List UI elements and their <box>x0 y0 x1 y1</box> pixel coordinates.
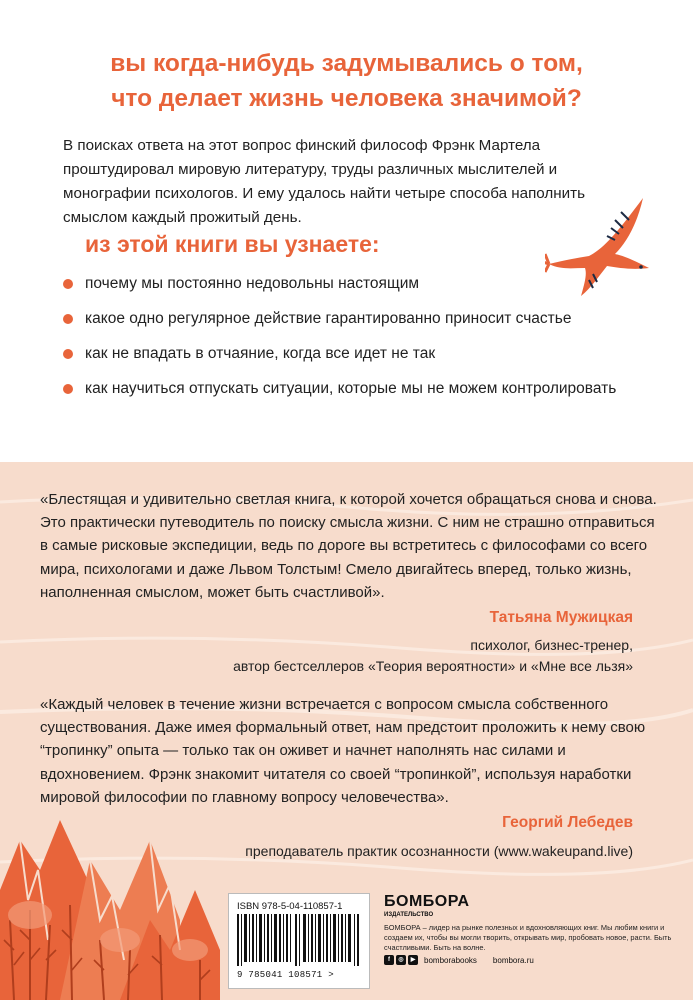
list-item <box>63 307 623 330</box>
list-item-text: как не впадать в отчаяние, когда все идет не так <box>85 345 436 362</box>
social-handle: bomborabooks <box>424 955 477 965</box>
quote-1-author: Татьяна Мужицкая <box>489 609 633 626</box>
quote-1-role <box>233 635 633 677</box>
bullet-dot-icon <box>63 384 73 394</box>
bullet-dot-icon <box>63 279 73 289</box>
list-item-text: почему мы постоянно недовольны настоящим <box>85 275 420 292</box>
learn-list <box>63 272 623 400</box>
social-icon-1: f <box>384 955 394 965</box>
publisher-site: bombora.ru <box>492 955 534 965</box>
headline-line-1: вы когда-нибудь задумывались о том, <box>110 50 583 77</box>
quote-1-role-line-2: автор бестселлеров «Теория вероятности» и «Мне все льзя» <box>233 658 633 674</box>
bullet-dot-icon <box>63 314 73 324</box>
publisher-socials <box>384 955 534 965</box>
headline-line-2: что делает жизнь человека значимой? <box>111 85 582 112</box>
quote-1-role-line-1: психолог, бизнес-тренер, <box>470 637 633 653</box>
social-icon-3: ▶ <box>408 955 418 965</box>
learn-title: из этой книги вы узнаете: <box>85 231 380 257</box>
quote-2-role-line-1: преподаватель практик осознанности (www.wakeupand.live) <box>245 843 633 859</box>
list-item-text: как научиться отпускать ситуации, которые мы не можем контролировать <box>85 380 617 397</box>
headline <box>0 46 693 116</box>
barcode-icon <box>237 914 361 966</box>
publisher-logo: БОМБОРА <box>384 893 470 910</box>
list-item <box>63 377 623 400</box>
intro-paragraph: В поисках ответа на этот вопрос финский философ Фрэнк Мартела проштудировал мировую литературу, труды различных мыслителей и монографии психологов. И ему удалось найти четыре способа наполнить смыслом каждый прожитый день. <box>63 137 586 226</box>
publisher-description: БОМБОРА – лидер на рынке полезных и вдохновляющих книг. Мы любим книги и создаем их, чтобы вы могли творить, открывать мир, пробовать новое, расти. Быть счастливыми. Быть на волне. <box>384 923 672 952</box>
isbn-barcode <box>228 893 370 989</box>
social-icon-2: ◎ <box>396 955 406 965</box>
list-item <box>63 342 623 365</box>
quote-2-author: Георгий Лебедев <box>502 814 633 831</box>
quote-2-text: «Каждый человек в течение жизни встречается с вопросом смысла собственного существования. Даже имея формальный ответ, нам предстоит проложить к нему свою “тропинку” опыта — только так он оживет и начнет наполнять нас силами и вдохновением. Фрэнк знакомит читателя со своей “тропинкой”, используя наработки мировой философии по главному вопросу человечества». <box>40 696 646 806</box>
quote-1-text: «Блестящая и удивительно светлая книга, к которой хочется обращаться снова и снова. Это практически путеводитель по поиску смысла жизни. С ним не страшно отправиться в самые рисковые экспедиции, ведь по дороге вы встретитесь с философами со всего мира, психологами и даже Львом Толстым! Смело двигайтесь вперед, только жизнь, наполненная смыслом, может быть счастливой». <box>40 491 657 601</box>
list-item <box>63 272 623 295</box>
bullet-dot-icon <box>63 349 73 359</box>
isbn-digits: 9 785041 108571 > <box>237 970 334 980</box>
list-item-text: какое одно регулярное действие гарантированно приносит счастье <box>85 310 572 327</box>
isbn-label: ISBN 978-5-04-110857-1 <box>237 901 343 912</box>
publisher-subtitle: ИЗДАТЕЛЬСТВО <box>384 912 434 918</box>
